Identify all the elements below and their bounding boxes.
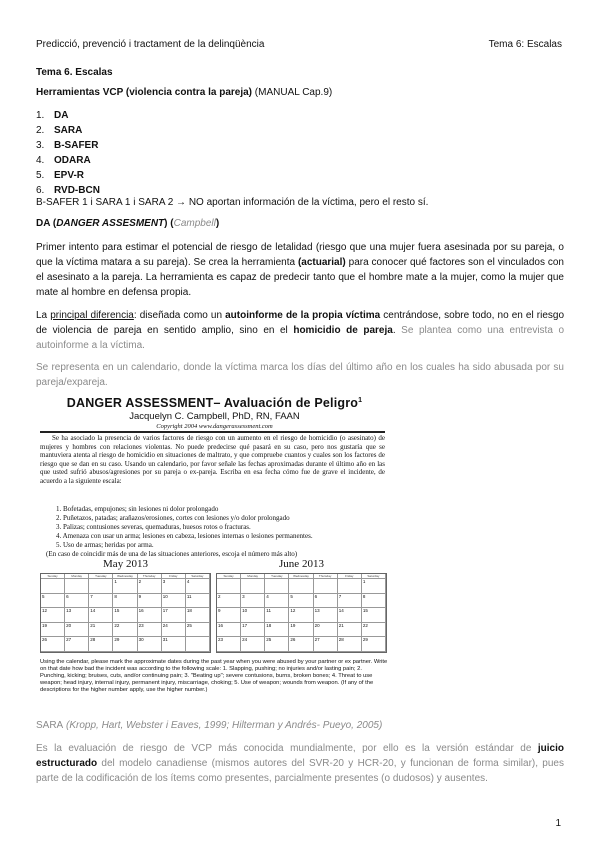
calendar-day-header: Wednesday (289, 574, 313, 579)
calendar-cell: 12 (289, 608, 313, 623)
list-item: 1. DA (36, 110, 69, 121)
calendar-title: June 2013 (279, 558, 324, 570)
calendar-june (216, 558, 387, 653)
calendar-day-header: Thursday (314, 574, 338, 579)
list-item: 4. Amenaza con usar un arma; lesiones en cabeza, lesiones internas o lesiones permanentes. (56, 532, 313, 540)
subtitle-rest: (MANUAL Cap.9) (252, 87, 333, 98)
calendar-cell (338, 579, 362, 594)
list-item: 5. EPV-R (36, 170, 85, 181)
calendar-cell: 22 (113, 623, 137, 638)
calendar-cell: 8 (362, 594, 386, 609)
calendar-day-header: Monday (241, 574, 265, 579)
sara-description: Es la evaluación de riesgo de VCP más conocida mundialmente, por ello es la versión estándar de juicio estructurado del modelo canadiense (mismos autores del SVR-20 y HCR-20, y funcionan de forma similar), pues parte de la codificación de los ítems como presentes, parcialmente presentes (o dudosos) y ausentes. (36, 743, 564, 784)
subtitle-bold: Herramientas VCP (violencia contra la pareja) (36, 87, 253, 98)
calendar-cell: 16 (217, 623, 241, 638)
calendar-day-header: Wednesday (113, 574, 137, 579)
calendar-cell (241, 579, 265, 594)
calendar-grid (216, 573, 387, 653)
calendar-cell: 18 (265, 623, 289, 638)
calendar-grid (40, 573, 211, 653)
calendar-cell (265, 579, 289, 594)
calendar-cell: 30 (138, 637, 162, 652)
calendar-day-header: Sunday (41, 574, 65, 579)
calendar-cell (186, 637, 210, 652)
list-item: 1. Bofetadas, empujones; sin lesiones ni dolor prolongado (56, 505, 219, 513)
calendar-cell (41, 579, 65, 594)
calendar-cell: 23 (217, 637, 241, 652)
calendar-day-header: Tuesday (89, 574, 113, 579)
calendar-title: May 2013 (103, 558, 148, 570)
calendar-cell: 4 (186, 579, 210, 594)
calendar-cell: 29 (362, 637, 386, 652)
calendar-cell: 27 (65, 637, 89, 652)
calendar-cell (289, 579, 313, 594)
list-item: 3. B-SAFER (36, 140, 99, 151)
list-item: 6. RVD-BCN (36, 185, 100, 196)
calendar-cell: 9 (138, 594, 162, 609)
calendar-cell: 17 (241, 623, 265, 638)
list-item: 3. Palizas; contusiones severas, quemaduras, huesos rotos o fracturas. (56, 523, 251, 531)
calendar-cell: 4 (265, 594, 289, 609)
form-intro: Se ha asociado la presencia de varios factores de riesgo con un aumento en el riesgo de homicidio (o asesinato) de mujeres y hombres con relaciones violentas. No puede predecirse qué pasará en su caso, pero nos gustaría que se mantuviera atenta al riesgo de homicidio en situaciones de maltrato, y que compruebe cuantos y cuales son los factores de riesgo que se dan en su caso. Usando un calendario, por favor señale las fechas aproximadas durante el último año en las que usted sufrió abusos/agresiones por su pareja o ex-pareja. Escriba en esa fecha cómo fue de grave el incidente, de acuerdo a la siguiente escala: (40, 434, 385, 485)
header-topic: Tema 6: Escalas (488, 39, 562, 50)
calendar-cell: 23 (138, 623, 162, 638)
calendar-cell: 3 (241, 594, 265, 609)
calendar-cell: 26 (289, 637, 313, 652)
form-footer-instructions: Using the calendar, please mark the approximate dates during the past year when you were abused by your partner or ex partner. Write on that date how bad the incident was according to the following scale: 1. Slapping, pushing; no injuries and/or lasting pain; 2. Punching, kicking; bruises, cuts, and/or continuing pain; 3. "Beating up"; severe contusions, burns, broken bones; 4. Threat to use weapon; head injury, internal injury, permanent injury, miscarriage, choking; 5. Use of weapon; wounds from weapon. (If any of the descriptions for the higher number apply, use the higher number.) (40, 659, 388, 694)
calendar-cell: 17 (162, 608, 186, 623)
list-item: 2. SARA (36, 125, 83, 136)
calendar-day-header: Saturday (186, 574, 210, 579)
calendar-cell: 10 (162, 594, 186, 609)
calendar-cell: 26 (41, 637, 65, 652)
list-item: 5. Uso de armas; heridas por arma. (56, 541, 154, 549)
tools-list (36, 108, 100, 198)
calendar-day-header: Thursday (138, 574, 162, 579)
calendar-cell: 11 (186, 594, 210, 609)
list-item: 4. ODARA (36, 155, 91, 166)
form-copyright: Copyright 2004 www.dangerassessment.com (156, 423, 273, 430)
da-description: Primer intento para estimar el potencial de riesgo de letalidad (riesgo que una mujer fuera asesinada por su pareja, o que la víctima matara a su pareja). Se crea la herramienta (actuarial) para conocer qué factores son el vinculados con el asesinato a la pareja. La herramienta es capaz de predecir tanto que el hombre mate a la mujer, como la mujer que mate al hombre en defensa propia. (36, 242, 564, 298)
calendar-cell: 2 (138, 579, 162, 594)
calendar-cell: 6 (314, 594, 338, 609)
calendar-cell: 1 (113, 579, 137, 594)
calendar-cell: 24 (162, 623, 186, 638)
calendar-cell: 25 (186, 623, 210, 638)
calendar-day-header: Friday (162, 574, 186, 579)
calendar-cell: 5 (41, 594, 65, 609)
calendar-day-header: Sunday (217, 574, 241, 579)
calendar-cell: 25 (265, 637, 289, 652)
calendar-day-header: Saturday (362, 574, 386, 579)
calendar-cell: 27 (314, 637, 338, 652)
calendar-cell: 16 (138, 608, 162, 623)
form-author: Jacquelyn C. Campbell, PhD, RN, FAAN (129, 411, 300, 422)
calendar-cell: 8 (113, 594, 137, 609)
calendar-cell: 1 (362, 579, 386, 594)
calendar-cell: 24 (241, 637, 265, 652)
header-course-title: Predicció, prevenció i tractament de la delinqüència (36, 39, 265, 50)
calendar-cell: 14 (338, 608, 362, 623)
calendar-cell: 21 (89, 623, 113, 638)
form-note: (En caso de coincidir más de una de las situaciones anteriores, escoja el número más alto) (46, 550, 298, 558)
calendar-cell: 5 (289, 594, 313, 609)
calendar-day-header: Friday (338, 574, 362, 579)
calendar-cell: 11 (265, 608, 289, 623)
calendar-cell: 22 (362, 623, 386, 638)
calendar-cell (65, 579, 89, 594)
calendar-cell: 19 (41, 623, 65, 638)
calendar-cell: 13 (65, 608, 89, 623)
page-number: 1 (555, 818, 561, 829)
calendar-cell: 7 (338, 594, 362, 609)
calendar-cell: 20 (314, 623, 338, 638)
calendar-cell: 6 (65, 594, 89, 609)
calendar-description: Se representa en un calendario, donde la víctima marca los días del último año en los cuales ha sido abusada por su pareja/expareja. (36, 362, 564, 388)
calendar-cell: 13 (314, 608, 338, 623)
tools-note: B-SAFER 1 i SARA 1 i SARA 2 → NO aportan información de la víctima, pero el resto sí. (36, 197, 429, 208)
calendar-cell: 9 (217, 608, 241, 623)
danger-assessment-form-image (36, 396, 393, 710)
calendar-cell: 20 (65, 623, 89, 638)
calendar-cell: 15 (113, 608, 137, 623)
calendar-cell: 31 (162, 637, 186, 652)
principal-difference: La principal diferencia: diseñada como un autoinforme de la propia víctima centrándose, sobre todo, no en el riesgo de violencia de pareja en sentido amplio, sino en el homicidio de pareja. Se plantea como una entrevista o autoinforme a la víctima. (36, 310, 565, 351)
calendar-cell: 3 (162, 579, 186, 594)
form-scale (56, 505, 313, 550)
calendar-cell: 28 (89, 637, 113, 652)
calendar-cell: 15 (362, 608, 386, 623)
calendar-day-header: Tuesday (265, 574, 289, 579)
calendar-cell (89, 579, 113, 594)
form-title: DANGER ASSESSMENT– Avaluación de Peligro$^1$ (66, 396, 363, 410)
calendar-cell (217, 579, 241, 594)
subtitle (36, 87, 332, 98)
calendar-cell: 10 (241, 608, 265, 623)
calendar-cell: 21 (338, 623, 362, 638)
calendar-cell: 28 (338, 637, 362, 652)
sara-heading: SARA (Kropp, Hart, Webster i Eaves, 1999; Hilterman y Andrés- Pueyo, 2005) (36, 720, 383, 731)
calendar-may (40, 558, 211, 653)
calendar-cell: 19 (289, 623, 313, 638)
calendar-cell: 18 (186, 608, 210, 623)
da-heading: DA (DANGER ASSESMENT) (Campbell) (36, 218, 220, 229)
list-item: 2. Puñetazos, patadas; arañazos/erosiones, cortes con lesiones y/o dolor prolongado (56, 514, 290, 522)
calendar-cell: 29 (113, 637, 137, 652)
form-divider (40, 431, 385, 433)
calendar-cell: 12 (41, 608, 65, 623)
section-title: Tema 6. Escalas (36, 67, 113, 78)
calendar-cell: 2 (217, 594, 241, 609)
calendar-cell: 7 (89, 594, 113, 609)
calendar-cell (314, 579, 338, 594)
calendar-day-header: Monday (65, 574, 89, 579)
calendar-cell: 14 (89, 608, 113, 623)
